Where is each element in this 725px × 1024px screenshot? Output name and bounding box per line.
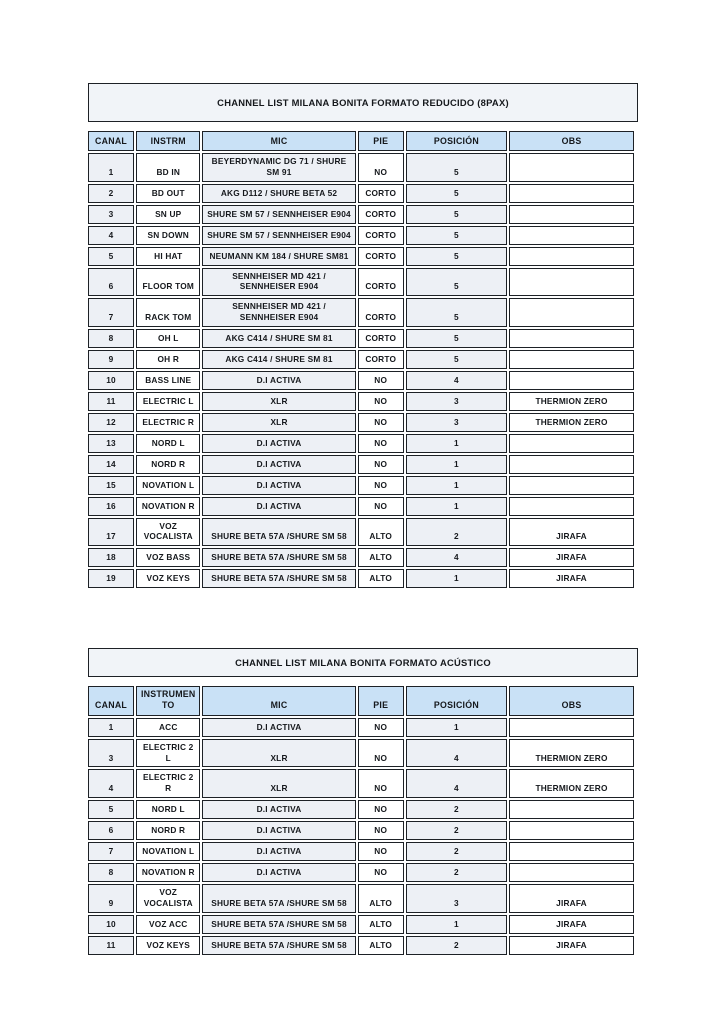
table-cell: NO — [358, 434, 404, 453]
header-row — [88, 686, 634, 716]
table-cell: D.I ACTIVA — [202, 434, 355, 453]
table-cell: SHURE BETA 57A /SHURE SM 58 — [202, 548, 355, 567]
table-cell: 4 — [88, 226, 134, 245]
table-cell: D.I ACTIVA — [202, 455, 355, 474]
table-cell: D.I ACTIVA — [202, 863, 355, 882]
table-cell: 2 — [406, 821, 507, 840]
column-header: POSICIÓN — [406, 686, 507, 716]
table-cell — [509, 455, 634, 474]
table-cell: NO — [358, 392, 404, 411]
table-cell: 17 — [88, 518, 134, 547]
table-cell: 12 — [88, 413, 134, 432]
table-cell: D.I ACTIVA — [202, 476, 355, 495]
table-cell: CORTO — [358, 350, 404, 369]
table-cell: NO — [358, 476, 404, 495]
table-cell: XLR — [202, 769, 355, 798]
table-row — [88, 392, 634, 411]
table-cell: 3 — [406, 884, 507, 913]
table-cell: JIRAFA — [509, 518, 634, 547]
table-cell: SHURE BETA 57A /SHURE SM 58 — [202, 569, 355, 588]
table-cell — [509, 153, 634, 182]
table-cell: 5 — [406, 350, 507, 369]
table-cell: 19 — [88, 569, 134, 588]
table-cell: SHURE BETA 57A /SHURE SM 58 — [202, 518, 355, 547]
table-row — [88, 863, 634, 882]
column-header: OBS — [509, 686, 634, 716]
table-cell: 5 — [406, 205, 507, 224]
table-cell: NORD L — [136, 434, 200, 453]
column-header: MIC — [202, 131, 355, 151]
table-cell — [509, 268, 634, 297]
table-cell: CORTO — [358, 298, 404, 327]
table-cell: NO — [358, 769, 404, 798]
table-row — [88, 769, 634, 798]
table-cell: VOZ ACC — [136, 915, 200, 934]
table-row — [88, 497, 634, 516]
table-row — [88, 915, 634, 934]
table-cell: CORTO — [358, 247, 404, 266]
table-row — [88, 842, 634, 861]
table-cell: 1 — [406, 476, 507, 495]
column-header: CANAL — [88, 686, 134, 716]
table-cell: NORD L — [136, 800, 200, 819]
table-cell: 5 — [88, 247, 134, 266]
table-cell: SHURE BETA 57A /SHURE SM 58 — [202, 915, 355, 934]
table-cell: VOZ VOCALISTA — [136, 518, 200, 547]
table-cell: 2 — [406, 936, 507, 955]
table-cell: D.I ACTIVA — [202, 718, 355, 737]
table-cell: ALTO — [358, 569, 404, 588]
table-title-acustico: CHANNEL LIST MILANA BONITA FORMATO ACÚSTICO — [88, 648, 638, 677]
table-row — [88, 739, 634, 768]
table-cell: SENNHEISER MD 421 / SENNHEISER E904 — [202, 298, 355, 327]
table-cell: 3 — [88, 205, 134, 224]
table-cell — [509, 497, 634, 516]
channel-list-reducido-section — [88, 83, 638, 590]
table-cell — [509, 476, 634, 495]
table-row — [88, 800, 634, 819]
table-row — [88, 476, 634, 495]
table-cell: CORTO — [358, 226, 404, 245]
table-cell: THERMION ZERO — [509, 739, 634, 768]
table-cell: OH R — [136, 350, 200, 369]
table-cell: JIRAFA — [509, 936, 634, 955]
table-cell: SHURE SM 57 / SENNHEISER E904 — [202, 226, 355, 245]
table-cell: 4 — [88, 769, 134, 798]
column-header: MIC — [202, 686, 355, 716]
table-cell: CORTO — [358, 205, 404, 224]
table-cell: D.I ACTIVA — [202, 371, 355, 390]
column-header: POSICIÓN — [406, 131, 507, 151]
table-cell: 1 — [88, 718, 134, 737]
table-cell: 1 — [406, 455, 507, 474]
table-cell — [509, 434, 634, 453]
column-header: PIE — [358, 131, 404, 151]
table-cell: NO — [358, 371, 404, 390]
table-cell: 4 — [406, 739, 507, 768]
table-cell: XLR — [202, 739, 355, 768]
column-header: CANAL — [88, 131, 134, 151]
table-cell: 5 — [406, 298, 507, 327]
table-cell: 1 — [406, 915, 507, 934]
table-cell: 5 — [406, 226, 507, 245]
table-cell: 1 — [406, 434, 507, 453]
column-header: INSTRM — [136, 131, 200, 151]
table-cell: NOVATION L — [136, 842, 200, 861]
table-cell: 6 — [88, 268, 134, 297]
table-cell — [509, 329, 634, 348]
table-cell: AKG C414 / SHURE SM 81 — [202, 350, 355, 369]
table-cell — [509, 205, 634, 224]
table-cell: SHURE SM 57 / SENNHEISER E904 — [202, 205, 355, 224]
table-cell: XLR — [202, 413, 355, 432]
table-cell: 3 — [88, 739, 134, 768]
table-cell: NO — [358, 739, 404, 768]
table-cell: NO — [358, 153, 404, 182]
table-cell — [509, 863, 634, 882]
table-cell: NO — [358, 497, 404, 516]
table-cell: ACC — [136, 718, 200, 737]
table-cell: JIRAFA — [509, 915, 634, 934]
table-cell: NO — [358, 413, 404, 432]
table-cell: D.I ACTIVA — [202, 497, 355, 516]
table-row — [88, 936, 634, 955]
table-cell: BEYERDYNAMIC DG 71 / SHURE SM 91 — [202, 153, 355, 182]
table-cell: 9 — [88, 350, 134, 369]
table-cell: BD OUT — [136, 184, 200, 203]
table-cell: 4 — [406, 548, 507, 567]
table-cell: 3 — [406, 392, 507, 411]
table-cell: 5 — [406, 247, 507, 266]
table-cell — [509, 298, 634, 327]
table-cell: FLOOR TOM — [136, 268, 200, 297]
table-cell: ALTO — [358, 884, 404, 913]
table-cell: 5 — [88, 800, 134, 819]
table-cell: NO — [358, 800, 404, 819]
table-cell: ELECTRIC 2 R — [136, 769, 200, 798]
table-cell — [509, 247, 634, 266]
table-cell: 11 — [88, 392, 134, 411]
table-cell: 5 — [406, 329, 507, 348]
table-cell: D.I ACTIVA — [202, 842, 355, 861]
table-cell: NO — [358, 718, 404, 737]
table-cell: 3 — [406, 413, 507, 432]
table-cell: 5 — [406, 268, 507, 297]
table-cell: 5 — [406, 184, 507, 203]
table-cell: 5 — [406, 153, 507, 182]
table-cell: CORTO — [358, 268, 404, 297]
table-cell: JIRAFA — [509, 884, 634, 913]
table-cell: 1 — [406, 497, 507, 516]
table-cell: 11 — [88, 936, 134, 955]
table-cell: HI HAT — [136, 247, 200, 266]
table-cell: 13 — [88, 434, 134, 453]
table-cell: BASS LINE — [136, 371, 200, 390]
table-cell: VOZ KEYS — [136, 569, 200, 588]
table-cell: 7 — [88, 842, 134, 861]
table-row — [88, 298, 634, 327]
table-cell: 14 — [88, 455, 134, 474]
table-cell: 2 — [406, 842, 507, 861]
table-cell — [509, 184, 634, 203]
table-cell: ALTO — [358, 518, 404, 547]
table-cell: SENNHEISER MD 421 / SENNHEISER E904 — [202, 268, 355, 297]
table-cell: NO — [358, 455, 404, 474]
table-cell: 6 — [88, 821, 134, 840]
table-cell: 8 — [88, 863, 134, 882]
table-cell: AKG D112 / SHURE BETA 52 — [202, 184, 355, 203]
table-cell: D.I ACTIVA — [202, 821, 355, 840]
table-cell: SHURE BETA 57A /SHURE SM 58 — [202, 936, 355, 955]
table-cell: ELECTRIC L — [136, 392, 200, 411]
table-row — [88, 884, 634, 913]
table-cell: CORTO — [358, 329, 404, 348]
table-cell: 7 — [88, 298, 134, 327]
table-row — [88, 226, 634, 245]
table-cell: NORD R — [136, 821, 200, 840]
table-cell: ALTO — [358, 915, 404, 934]
table-cell: NORD R — [136, 455, 200, 474]
table-row — [88, 184, 634, 203]
table-row — [88, 455, 634, 474]
table-row — [88, 268, 634, 297]
column-header: INSTRUMENTO — [136, 686, 200, 716]
table-cell — [509, 821, 634, 840]
table-cell — [509, 718, 634, 737]
table-cell: 10 — [88, 915, 134, 934]
table-row — [88, 153, 634, 182]
table-cell: NOVATION R — [136, 863, 200, 882]
table-row — [88, 434, 634, 453]
table-row — [88, 205, 634, 224]
table-row — [88, 350, 634, 369]
table-cell: NO — [358, 863, 404, 882]
header-row — [88, 131, 634, 151]
table-row — [88, 371, 634, 390]
column-header: OBS — [509, 131, 634, 151]
table-cell: THERMION ZERO — [509, 769, 634, 798]
table-row — [88, 821, 634, 840]
table-cell: 4 — [406, 769, 507, 798]
table-cell: 1 — [406, 718, 507, 737]
table-cell: VOZ KEYS — [136, 936, 200, 955]
table-cell: THERMION ZERO — [509, 392, 634, 411]
table-cell: OH L — [136, 329, 200, 348]
table-cell — [509, 800, 634, 819]
channel-table-reducido — [86, 129, 636, 590]
table-cell: SN DOWN — [136, 226, 200, 245]
table-row — [88, 518, 634, 547]
table-title-reducido: CHANNEL LIST MILANA BONITA FORMATO REDUCIDO (8PAX) — [88, 83, 638, 122]
table-cell: SN UP — [136, 205, 200, 224]
table-cell: VOZ BASS — [136, 548, 200, 567]
table-cell: AKG C414 / SHURE SM 81 — [202, 329, 355, 348]
channel-table-acustico — [86, 684, 636, 957]
table-cell: 9 — [88, 884, 134, 913]
table-cell — [509, 842, 634, 861]
table-cell: 18 — [88, 548, 134, 567]
table-cell: ELECTRIC 2 L — [136, 739, 200, 768]
table-cell — [509, 371, 634, 390]
table-cell: BD IN — [136, 153, 200, 182]
table-cell: JIRAFA — [509, 569, 634, 588]
table-cell: ALTO — [358, 548, 404, 567]
table-cell: ELECTRIC R — [136, 413, 200, 432]
table-cell: 1 — [88, 153, 134, 182]
table-cell: SHURE BETA 57A /SHURE SM 58 — [202, 884, 355, 913]
table-cell: NOVATION L — [136, 476, 200, 495]
table-cell: 16 — [88, 497, 134, 516]
table-row — [88, 247, 634, 266]
table-cell: XLR — [202, 392, 355, 411]
table-cell: ALTO — [358, 936, 404, 955]
table-row — [88, 329, 634, 348]
table-cell: 1 — [406, 569, 507, 588]
table-cell: 2 — [406, 518, 507, 547]
table-cell: 15 — [88, 476, 134, 495]
table-cell: JIRAFA — [509, 548, 634, 567]
table-cell: 4 — [406, 371, 507, 390]
column-header: PIE — [358, 686, 404, 716]
table-row — [88, 718, 634, 737]
table-cell: NO — [358, 821, 404, 840]
table-row — [88, 548, 634, 567]
table-cell: VOZ VOCALISTA — [136, 884, 200, 913]
channel-list-acustico-section — [88, 648, 638, 957]
table-cell: D.I ACTIVA — [202, 800, 355, 819]
table-cell — [509, 226, 634, 245]
table-row — [88, 413, 634, 432]
table-cell: 8 — [88, 329, 134, 348]
table-cell: 2 — [88, 184, 134, 203]
table-cell: NEUMANN KM 184 / SHURE SM81 — [202, 247, 355, 266]
table-cell: 2 — [406, 863, 507, 882]
table-cell: THERMION ZERO — [509, 413, 634, 432]
table-cell: CORTO — [358, 184, 404, 203]
table-cell — [509, 350, 634, 369]
table-cell: NO — [358, 842, 404, 861]
table-cell: 2 — [406, 800, 507, 819]
table-cell: RACK TOM — [136, 298, 200, 327]
table-cell: 10 — [88, 371, 134, 390]
table-cell: NOVATION R — [136, 497, 200, 516]
table-row — [88, 569, 634, 588]
